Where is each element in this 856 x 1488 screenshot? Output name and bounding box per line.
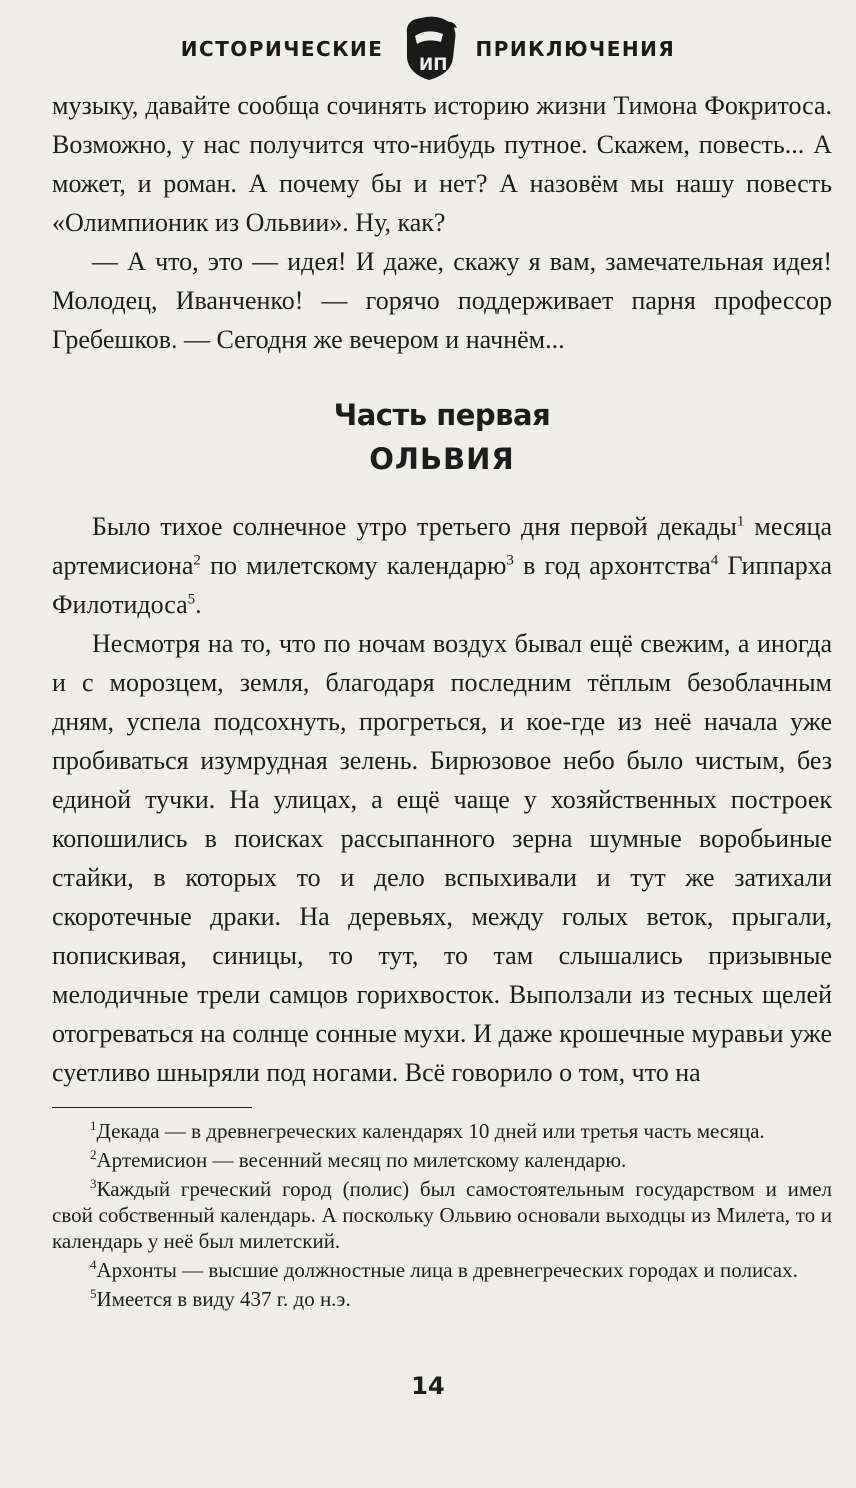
paragraph: — А что, это — идея! И даже, скажу я вам, замечательная идея! Молодец, Иванченко! — горячо поддерживает парня профессор Гребешков. — Сегодня же вечером и начнём... xyxy=(52,247,832,354)
paragraph: музыку, давайте сообща сочинять историю жизни Тимона Фокритоса. Возможно, у нас получится что-нибудь путное. Скажем, повесть... А может, и роман. А почему бы и нет? А назовём мы нашу повесть «Олимпионик из Ольвии». Ну, как? xyxy=(52,91,832,237)
footnote-divider xyxy=(52,1107,252,1108)
header-left: ИСТОРИЧЕСКИЕ xyxy=(180,37,384,61)
part-subtitle: ОЛЬВИЯ xyxy=(369,442,515,476)
footnote-ref[interactable]: 1 xyxy=(736,513,745,530)
page-number: 14 xyxy=(411,1372,445,1400)
footnote-text: Каждый греческий город (полис) был самостоятельным государством и имел свой собственный календарь. А поскольку Ольвию основали выходцы из Милета, то и календарь у неё был милетский. xyxy=(52,1177,832,1253)
part-heading xyxy=(52,393,832,481)
paragraph: Несмотря на то, что по ночам воздух бывал ещё свежим, а иногда и с морозцем, земля, благодаря последним тёплым безоблачным дням, успела подсохнуть, прогреться, и кое-где из неё начала уже пробиваться изумрудная зелень. Бирюзовое небо было чистым, без единой тучки. На улицах, а ещё чаще у хозяйственных построек копошились в поисках рассыпанного зерна шумные воробьиные стайки, в которых то и дело вспыхивали и тут же затихали скоротечные драки. На деревьях, между голых веток, прыгали, попискивая, синицы, то тут, то там слышались призывные мелодичные трели самцов горихвосток. Выползали из тесных щелей отогреваться на солнце сонные мухи. И даже крошечные муравьи уже суетливо шныряли под ногами. Всё говорило о том, что на xyxy=(52,629,832,1087)
paragraph xyxy=(52,507,832,624)
footnote-text: Имеется в виду 437 г. до н.э. xyxy=(96,1287,351,1311)
main-text xyxy=(52,86,832,1092)
footnote-ref[interactable]: 2 xyxy=(193,552,201,569)
header-right: ПРИКЛЮЧЕНИЯ xyxy=(475,37,676,61)
running-header xyxy=(0,14,856,84)
footnote-number: 2 xyxy=(90,1147,97,1162)
footnote-ref[interactable]: 3 xyxy=(506,552,514,569)
text-run: . xyxy=(195,590,202,619)
footnote-number: 4 xyxy=(90,1257,97,1272)
footnote xyxy=(52,1257,832,1283)
text-run: месяца артемисиона xyxy=(52,512,832,580)
text-run: по милетскому календарю xyxy=(200,551,507,580)
text-run: Гиппарха Филотидоса xyxy=(52,551,832,619)
text-run: Было тихое солнечное утро третьего дня первой декады xyxy=(92,512,737,541)
footnote-text: Архонты — высшие должностные лица в древнегреческих городах и полисах. xyxy=(96,1258,798,1282)
footnote-number: 3 xyxy=(90,1176,97,1191)
footnotes xyxy=(52,1118,832,1312)
footnote xyxy=(52,1176,832,1254)
footnote xyxy=(52,1147,832,1173)
logo-letters: ИП xyxy=(419,55,448,75)
footnote-ref[interactable]: 4 xyxy=(710,552,719,569)
footnote-number: 5 xyxy=(90,1286,97,1301)
text-run: в год архонтства xyxy=(513,551,711,580)
footnote-text: Декада — в древнегреческих календарях 10 дней или третья часть месяца. xyxy=(96,1119,765,1143)
footnote xyxy=(52,1118,832,1144)
footnote-text: Артемисион — весенний месяц по милетскому календарю. xyxy=(96,1148,627,1172)
footnote xyxy=(52,1286,832,1312)
footnote-number: 1 xyxy=(90,1118,97,1133)
knight-helmet-icon xyxy=(397,14,461,84)
footnote-ref[interactable]: 5 xyxy=(187,591,196,608)
part-title: Часть первая xyxy=(333,398,551,432)
